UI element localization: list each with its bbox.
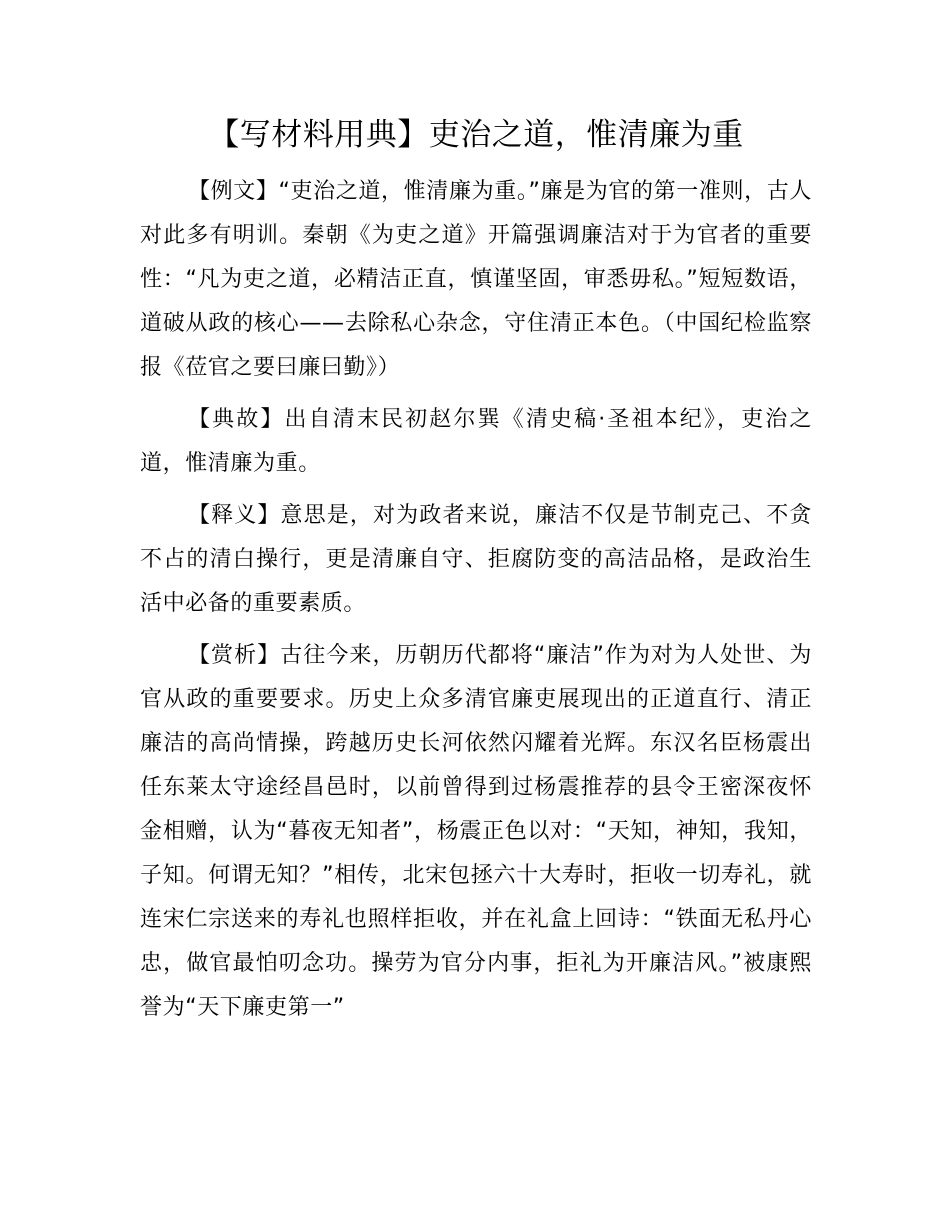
paragraph-allusion: 【典故】出自清末民初赵尔巽《清史稿·圣祖本纪》，吏治之道，惟清廉为重。 <box>140 407 812 476</box>
paragraph-example: 【例文】“吏治之道，惟清廉为重。”廉是为官的第一准则，古人对此多有明训。秦朝《为吏之道》开篇强调廉洁对于为官者的重要性：“凡为吏之道，必精洁正直，慎谨坚固，审悉毋私。”短短数语，道破从政的核心——去除私心杂念，守住清正本色。（中国纪检监察报《莅官之要曰廉曰勤》） <box>140 179 812 380</box>
document-page <box>140 112 812 1038</box>
paragraph-appreciation: 【赏析】古往今来，历朝历代都将“廉洁”作为对为人处世、为官从政的重要要求。历史上众多清官廉吏展现出的正道直行、清正廉洁的高尚情操，跨越历史长河依然闪耀着光辉。东汉名臣杨震出任东莱太守途经昌邑时，以前曾得到过杨震推荐的县令王密深夜怀金相赠，认为“暮夜无知者”，杨震正色以对：“天知，神知，我知，子知。何谓无知？”相传，北宋包拯六十大寿时，拒收一切寿礼，就连宋仁宗送来的寿礼也照样拒收，并在礼盒上回诗：“铁面无私丹心忠，做官最怕叨念功。操劳为官分内事，拒礼为开廉洁风。”被康熙誉为“天下廉吏第一” <box>140 643 812 1020</box>
document-title: 【写材料用典】吏治之道，惟清廉为重 <box>208 117 744 153</box>
paragraph-interpretation: 【释义】意思是，对为政者来说，廉洁不仅是节制克己、不贪不占的清白操行，更是清廉自守、拒腐防变的高洁品格，是政治生活中必备的重要素质。 <box>140 503 812 616</box>
